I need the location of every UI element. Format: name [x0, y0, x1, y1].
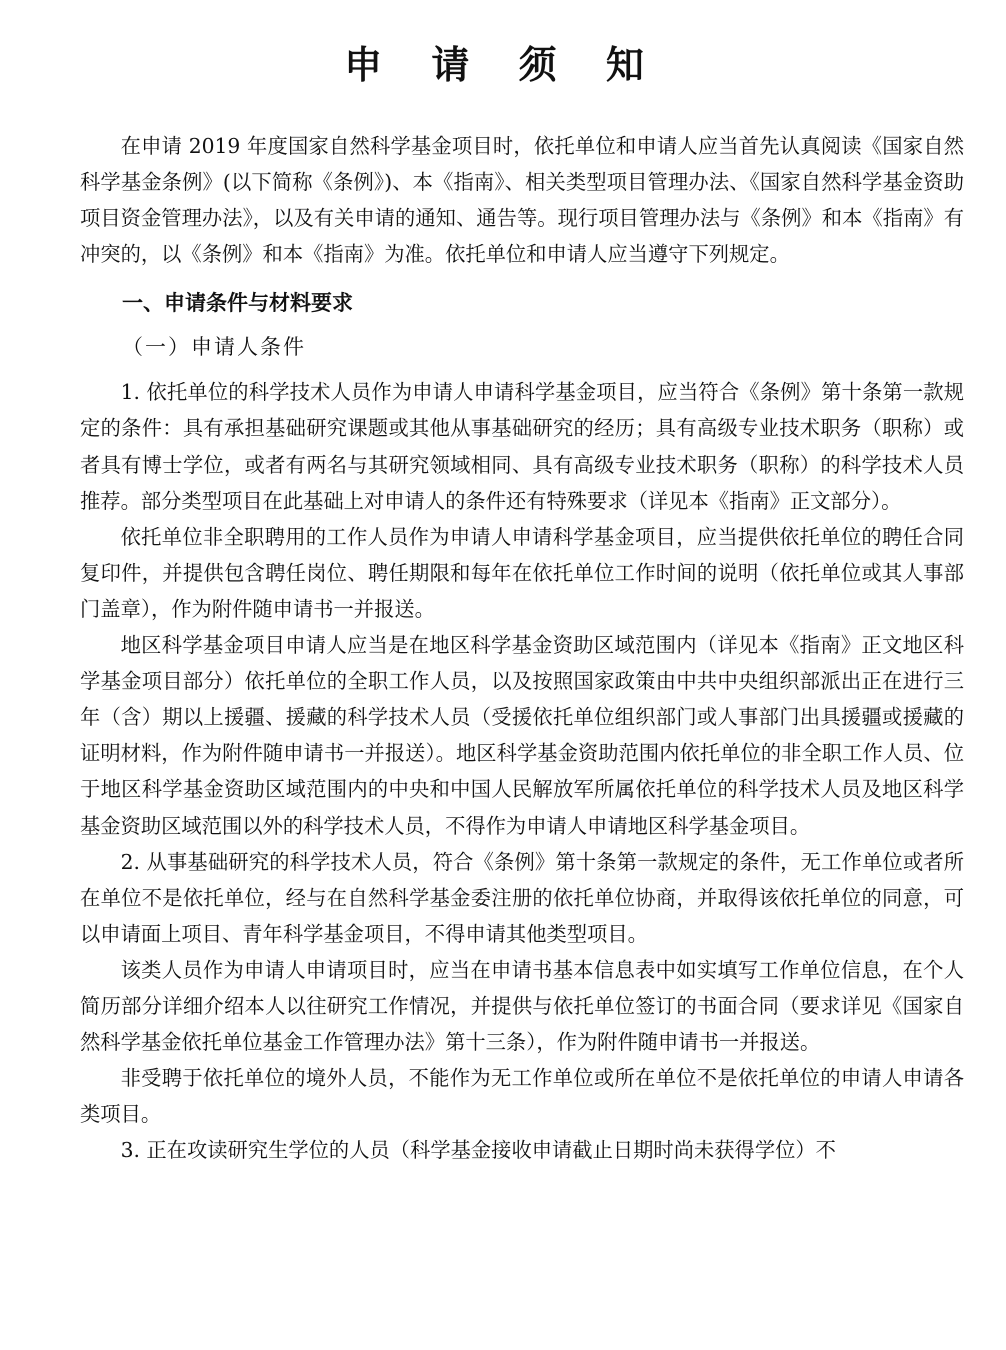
subsection-heading: （一）申请人条件 [122, 335, 306, 360]
body-paragraph: 该类人员作为申请人申请项目时，应当在申请书基本信息表中如实填写工作单位信息，在个人简历部分详细介绍本人以往研究工作情况，并提供与依托单位签订的书面合同（要求详见《国家自然科学基金依托单位基金工作管理办法》第十三条），作为附件随申请书一并报送。 [80, 957, 964, 1055]
document-body [80, 128, 964, 1168]
body-paragraph: 地区科学基金项目申请人应当是在地区科学基金资助区域范围内（详见本《指南》正文地区科学基金项目部分）依托单位的全职工作人员，以及按照国家政策由中共中央组织部派出正在进行三年（含）期以上援疆、援藏的科学技术人员（受援依托单位组织部门或人事部门出具援疆或援藏的证明材料，作为附件随申请书一并报送）。地区科学基金资助范围内依托单位的非全职工作人员、位于地区科学基金资助区域范围内的中央和中国人民解放军所属依托单位的科学技术人员及地区科学基金资助区域范围以外的科学技术人员，不得作为申请人申请地区科学基金项目。 [80, 633, 964, 838]
body-paragraph: 非受聘于依托单位的境外人员，不能作为无工作单位或所在单位不是依托单位的申请人申请各类项目。 [80, 1066, 964, 1127]
body-paragraph: 2. 从事基础研究的科学技术人员，符合《条例》第十条第一款规定的条件，无工作单位或者所在单位不是依托单位，经与在自然科学基金委注册的依托单位协商，并取得该依托单位的同意，可以申请面上项目、青年科学基金项目，不得申请其他类型项目。 [80, 849, 964, 946]
intro-paragraph: 在申请 2019 年度国家自然科学基金项目时，依托单位和申请人应当首先认真阅读《国家自然科学基金条例》(以下简称《条例》)、本《指南》、相关类型项目管理办法、《国家自然科学基金资助项目资金管理办法》，以及有关申请的通知、通告等。现行项目管理办法与《条例》和本《指南》有冲突的，以《条例》和本《指南》为准。依托单位和申请人应当遵守下列规定。 [80, 134, 964, 267]
body-paragraph: 依托单位非全职聘用的工作人员作为申请人申请科学基金项目，应当提供依托单位的聘任合同复印件，并提供包含聘任岗位、聘任期限和每年在依托单位工作时间的说明（依托单位或其人事部门盖章），作为附件随申请书一并报送。 [80, 524, 964, 621]
body-paragraph: 1. 依托单位的科学技术人员作为申请人申请科学基金项目，应当符合《条例》第十条第一款规定的条件：具有承担基础研究课题或其他从事基础研究的经历；具有高级专业技术职务（职称）或者具有博士学位，或者有两名与其研究领域相同、具有高级专业技术职务（职称）的科学技术人员推荐。部分类型项目在此基础上对申请人的条件还有特殊要求（详见本《指南》正文部分）。 [80, 380, 964, 513]
body-paragraph: 3. 正在攻读研究生学位的人员（科学基金接收申请截止日期时尚未获得学位）不 [120, 1138, 836, 1163]
page-title: 申 请 须 知 [344, 43, 662, 87]
section-heading: 一、申请条件与材料要求 [122, 291, 353, 316]
